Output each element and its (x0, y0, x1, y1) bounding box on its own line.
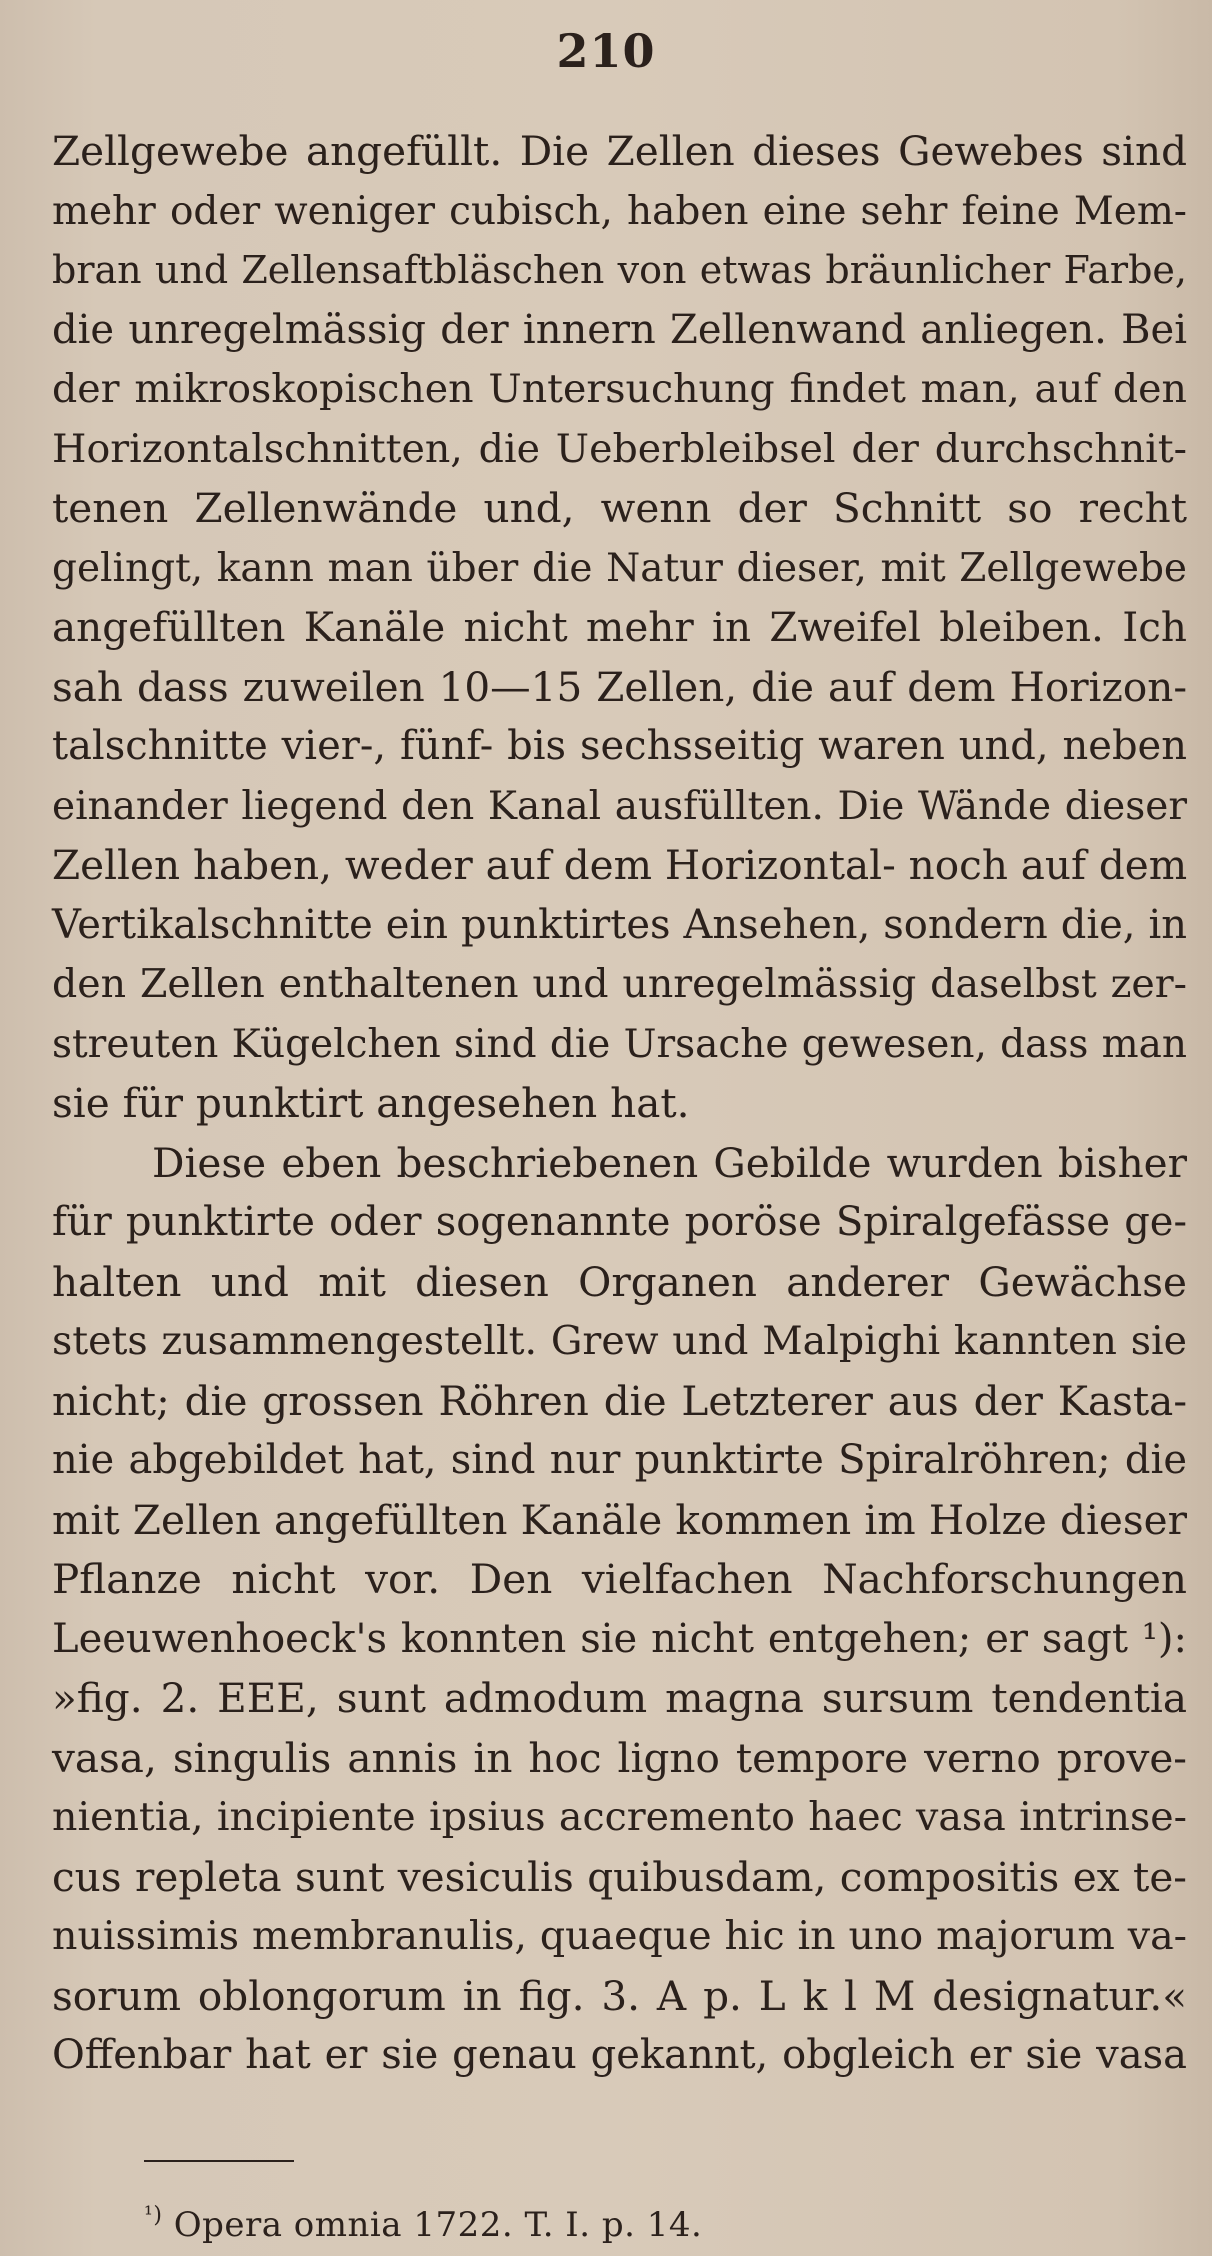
footnote-marker: ¹) (144, 2203, 163, 2228)
text-line: vasa, singulis annis in hoc ligno tempore verno prove- (52, 1733, 1187, 1782)
text-line: nientia, incipiente ipsius accremento haec vasa intrinse- (52, 1794, 1187, 1840)
text-line: Offenbar hat er sie genau gekannt, obgleich er sie vasa (52, 2032, 1187, 2078)
text-line: nie abgebildet hat, sind nur punktirte Spiralröhren; die (52, 1437, 1187, 1483)
text-line: nicht; die grossen Röhren die Letzterer aus der Kasta- (52, 1376, 1187, 1425)
text-line: »fig. 2. EEE, sunt admodum magna sursum tendentia (52, 1674, 1187, 1722)
text-line: sorum oblongorum in fig. 3. A p. L k l M designatur.« (52, 1971, 1187, 2020)
text-line: die unregelmässig der innern Zellenwand anliegen. Bei (52, 306, 1187, 353)
text-line: stets zusammengestellt. Grew und Malpighi kannten sie (52, 1318, 1187, 1364)
text-line: Leeuwenhoeck's konnten sie nicht entgehen; er sagt ¹): (52, 1615, 1187, 1662)
text-line: angefüllten Kanäle nicht mehr in Zweifel bleiben. Ich (52, 603, 1187, 651)
text-line: halten und mit diesen Organen anderer Gewächse (52, 1257, 1187, 1306)
text-line: sah dass zuweilen 10—15 Zellen, die auf dem Horizon- (52, 662, 1187, 711)
text-line: Vertikalschnitte ein punktirtes Ansehen, sondern die, in (52, 901, 1187, 948)
footnote (144, 2196, 702, 2245)
page-number: 210 (556, 24, 656, 78)
text-line: streuten Kügelchen sind die Ursache gewesen, dass man (52, 1021, 1187, 1067)
text-line: tenen Zellenwände und, wenn der Schnitt so recht (52, 484, 1187, 532)
footnote-text: Opera omnia 1722. T. I. p. 14. (173, 2205, 703, 2245)
text-line: Horizontalschnitten, die Ueberbleibsel der durchschnit- (52, 425, 1187, 472)
text-line: cus repleta sunt vesiculis quibusdam, compositis ex te- (52, 1852, 1187, 1901)
text-line: Zellen haben, weder auf dem Horizontal- noch auf dem (52, 841, 1188, 889)
text-line: für punktirte oder sogenannte poröse Spiralgefässe ge- (52, 1199, 1187, 1245)
text-line: talschnitte vier-, fünf- bis sechsseitig waren und, neben (52, 723, 1187, 769)
text-line: nuissimis membranulis, quaeque hic in uno majorum va- (52, 1913, 1187, 1959)
text-line: mehr oder weniger cubisch, haben eine sehr feine Mem- (52, 188, 1187, 234)
paragraph-start-line: Diese eben beschriebenen Gebilde wurden bisher (152, 1138, 1187, 1187)
footnote-divider (144, 2160, 294, 2162)
text-line: der mikroskopischen Untersuchung findet man, auf den (52, 366, 1187, 412)
text-line: bran und Zellensaftbläschen von etwas bräunlicher Farbe, (52, 248, 1187, 292)
text-line: den Zellen enthaltenen und unregelmässig daselbst zer- (52, 961, 1187, 1007)
text-line: einander liegend den Kanal ausfüllten. Die Wände dieser (52, 783, 1187, 829)
text-line: gelingt, kann man über die Natur dieser, mit Zellgewebe (52, 545, 1187, 591)
body-text (52, 122, 1187, 2086)
text-line: Zellgewebe angefüllt. Die Zellen dieses Gewebes sind (52, 127, 1187, 175)
text-line: Pflanze nicht vor. Den vielfachen Nachforschungen (52, 1555, 1187, 1603)
text-line: mit Zellen angefüllten Kanäle kommen im Holze dieser (52, 1495, 1187, 1544)
paragraph-end-line: sie für punktirt angesehen hat. (52, 1079, 690, 1127)
